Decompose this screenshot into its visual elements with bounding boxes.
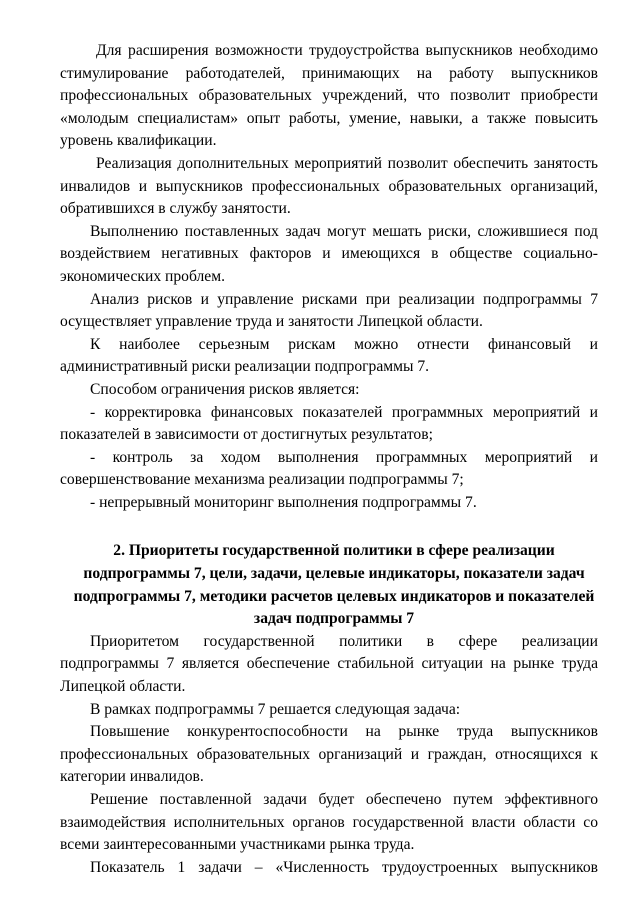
paragraph-indicator-1: Показатель 1 задачи – «Численность трудоустроенных выпускников [90, 858, 598, 876]
paragraph-graduates-employment: Для расширения возможности трудоустройства выпускников необходимо стимулирование работодателей, принимающих на работу выпускников профессиональных образовательных учреждений, что позволит приобрести «молодым специалистам» опыт работы, умение, навыки, а также повысить уровень квалификации. [60, 42, 598, 150]
paragraph-risk-analysis: Анализ рисков и управление рисками при реализации подпрограммы 7 осуществляет управление труда и занятости Липецкой области. [60, 290, 598, 331]
section-heading-line: задач подпрограммы 7 [253, 610, 415, 628]
paragraph-task-solution: Решение поставленной задачи будет обеспечено путем эффективного взаимодействия исполнительных органов государственной власти области со всеми заинтересованными участниками рынка труда. [60, 791, 598, 854]
paragraph-policy-priority: Приоритетом государственной политики в сфере реализации подпрограммы 7 является обеспечение стабильной ситуации на рынке труда Липецкой области. [60, 632, 598, 696]
list-item-control: - контроль за ходом выполнения программных мероприятий и совершенствование механизма реализации подпрограммы 7; [60, 448, 598, 489]
paragraph-task: Повышение конкурентоспособности на рынке труда выпускников профессиональных образовательных организаций и граждан, относящихся к категории инвалидов. [60, 723, 598, 786]
paragraph-task-intro: В рамках подпрограммы 7 решается следующая задача: [90, 700, 461, 718]
paragraph-risks: Выполнению поставленных задач могут мешать риски, сложившиеся под воздействием негативных факторов и имеющихся в обществе социально-экономических проблем. [60, 222, 598, 285]
paragraph-additional-measures: Реализация дополнительных мероприятий позволит обеспечить занятость инвалидов и выпускников профессиональных образовательных организаций, обратившихся в службу занятости. [60, 154, 598, 218]
section-heading-line: подпрограммы 7, методики расчетов целевых индикаторов и показателей [73, 587, 595, 605]
document-page [60, 40, 598, 879]
section-heading-line: 2. Приоритеты государственной политики в сфере реализации [113, 542, 555, 560]
list-item-monitoring: - непрерывный мониторинг выполнения подпрограммы 7. [90, 493, 477, 511]
section-heading-line: подпрограммы 7, цели, задачи, целевые индикаторы, показатели задач [83, 565, 585, 583]
section-spacer [60, 514, 598, 540]
section-heading [60, 540, 598, 630]
paragraph-risk-limitation: Способом ограничения рисков является: [90, 380, 360, 398]
list-item-adjustment: - корректировка финансовых показателей программных мероприятий и показателей в зависимости от достигнутых результатов; [60, 403, 598, 444]
paragraph-serious-risks: К наиболее серьезным рискам можно отнести финансовый и административный риски реализации подпрограммы 7. [60, 335, 598, 376]
